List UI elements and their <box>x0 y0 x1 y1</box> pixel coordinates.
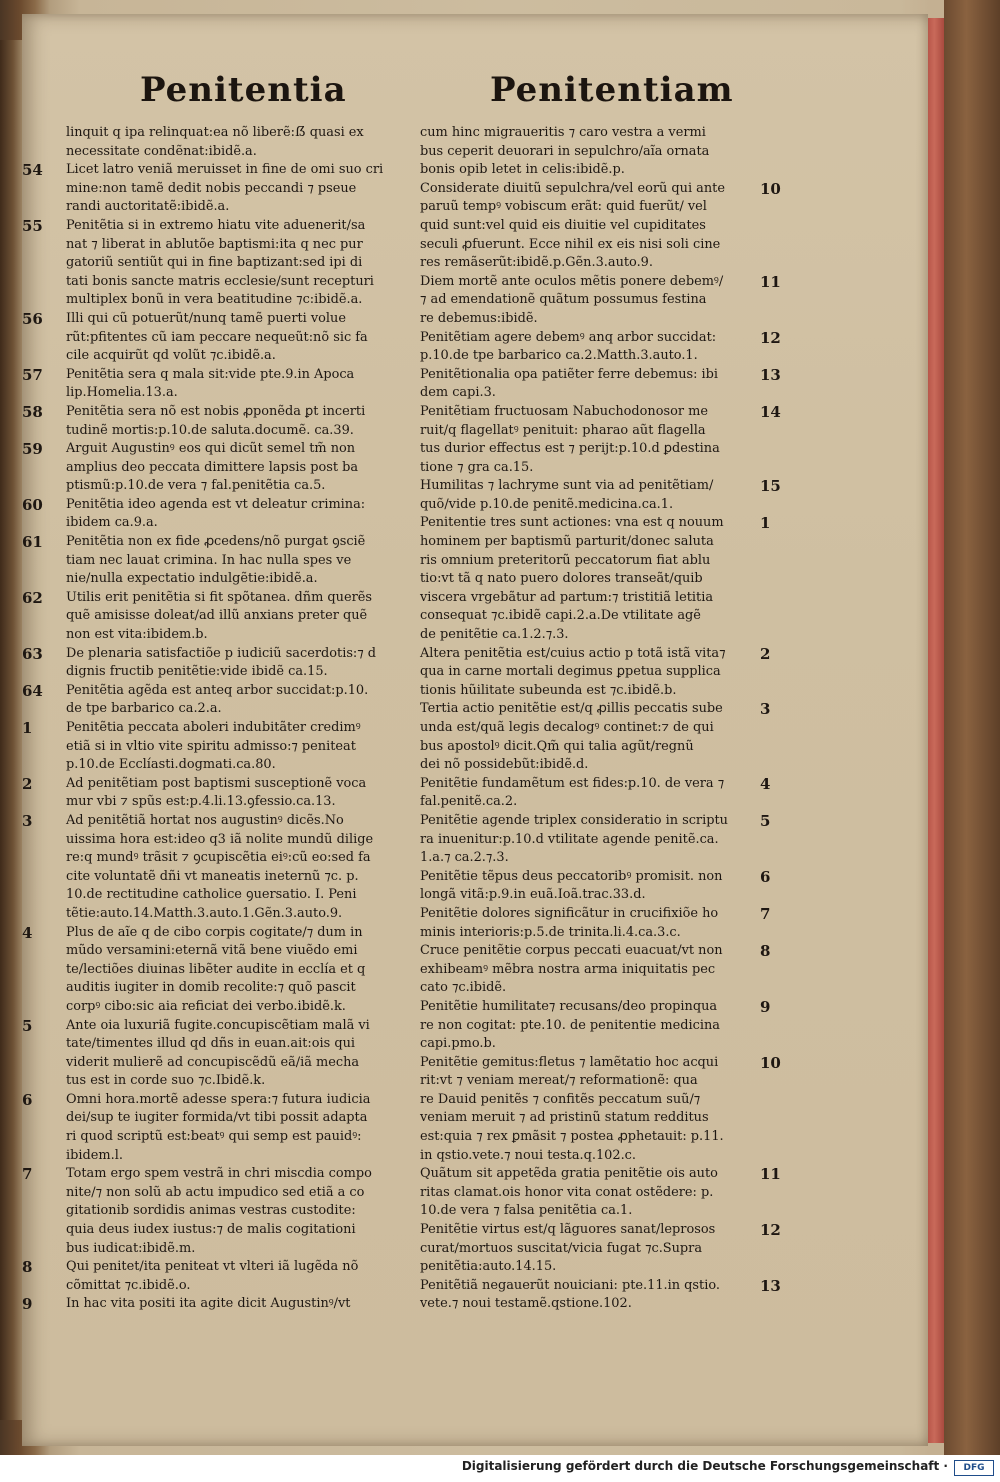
left-column-entry <box>22 1016 406 1091</box>
left-column-entry-text: Ad penitẽtiam post baptismi susceptionẽ voca mur vbi ⁊ spũs est:p.4.li.13.ꝯfessio.ca.13. <box>66 775 367 810</box>
right-column-entry-text: Cruce penitẽtie corpus peccati euacuat/vt non exhibeamꝰ mẽbra nostra arma iniquitatis pec cato ⁊c.ibidẽ. <box>420 943 723 996</box>
left-column-entry-number: 8 <box>22 1258 33 1277</box>
right-column-entry-number: 6 <box>760 867 771 886</box>
left-column-entry-number: 3 <box>22 811 33 830</box>
right-column-entry <box>420 811 771 868</box>
left-column-entry-number: 59 <box>22 440 43 459</box>
left-column-entry-number: 2 <box>22 774 33 793</box>
left-column-entry-text: Qui penitet/ita peniteat vt vlteri iã lugẽda nõ cõmittat ⁊c.ibidẽ.o. <box>66 1259 359 1293</box>
running-header-right: Penitentiam <box>490 70 734 110</box>
left-column-entry-number: 55 <box>22 216 43 235</box>
left-column-entry-number: 9 <box>22 1295 33 1314</box>
right-column-entry-text: Penitẽtie humilitate⁊ recusans/deo propinqua re non cogitat: pte.10. de penitentie medicina capi.pmo.b. <box>420 998 720 1052</box>
right-column-entry <box>420 402 781 477</box>
right-column-entry-number: 8 <box>760 942 771 961</box>
right-column-entry-text: Quãtum sit appetẽda gratia penitẽtie ois auto ritas clamat.ois honor vita conat ostẽdere: p. 10.de vera ⁊ falsa penitẽtia ca.1. <box>420 1166 718 1219</box>
right-column-entry-number: 3 <box>760 700 771 719</box>
left-column-entry <box>22 402 406 440</box>
left-column-entry-text: Totam ergo spem vestrã in chri miscdia compo nite/⁊ non solũ ab actu impudico sed etiã a co gitationib sordidis animas vestras custodite: quia deus iudex iustus:⁊ de malis cogitationi bus iudicat:ibidẽ.m. <box>66 1166 372 1256</box>
right-column-entry-number: 14 <box>760 402 781 421</box>
left-column-entry-number: 63 <box>22 644 43 663</box>
right-column-entry <box>420 1276 781 1314</box>
left-column-entry-text: Licet latro veniã meruisset in fine de omi suo cri mine:non tamẽ dedit nobis peccandi ⁊ pseue randi auctoritatẽ:ibidẽ.a. <box>66 162 384 215</box>
left-column-entry-number: 1 <box>22 719 33 737</box>
left-column-entry-text: Utilis erit penitẽtia si fit spõtanea. dñm querẽs quẽ amisisse doleat/ad illũ anxians preter quẽ non est vita:ibidem.b. <box>66 589 372 643</box>
left-column-entry <box>22 719 406 775</box>
right-column-entry <box>420 365 781 403</box>
left-column-entry <box>22 161 406 217</box>
right-column-entry <box>420 997 771 1054</box>
digitization-credit: Digitalisierung gefördert durch die Deutsche Forschungsgemeinschaft · <box>461 1459 948 1473</box>
left-column-entry-number: 64 <box>22 681 43 700</box>
left-column-entry-text: De plenaria satisfactiõe p iudiciũ sacerdotis:⁊ d dignis fructib penitẽtie:vide ibidẽ ca.15. <box>66 645 377 680</box>
left-column-entry-number: 61 <box>22 533 43 552</box>
previous-page-edge <box>0 40 22 1420</box>
right-column-entry-text: Penitẽtie tẽpus deus peccatoribꝰ promisit. non longã vitã:p.9.in euã.Ioã.trac.33.d. <box>420 868 723 903</box>
right-column-entry <box>420 700 771 774</box>
right-column-entry-text: Diem mortẽ ante oculos mẽtis ponere debemꝰ/ ⁊ ad emendationẽ quãtum possumus festina re debemus:ibidẽ. <box>420 273 724 326</box>
left-column-entry <box>22 774 406 812</box>
left-column-entry-text: Penitẽtia ideo agenda est vt deleatur crimina: ibidem ca.9.a. <box>66 496 366 531</box>
left-column-entry <box>22 1090 406 1165</box>
right-text-column <box>420 124 781 1314</box>
right-column-entry-text: Penitẽtie virtus est/q lãguores sanat/leprosos curat/mortuos suscitat/vicia fugat ⁊c.Supra penitẽtia:auto.14.15. <box>420 1222 716 1275</box>
right-column-entry <box>420 124 760 180</box>
right-column-entry-text: Penitẽtie agende triplex consideratio in scriptu ra inuenitur:p.10.d vtilitate agende penitẽ.ca. 1.a.⁊ ca.2.⁊.3. <box>420 812 728 866</box>
right-column-entry-number: 10 <box>760 179 781 198</box>
left-column-entry-number: 6 <box>22 1090 33 1109</box>
left-column-entry-text: Penitẽtia sera q mala sit:vide pte.9.in Apoca lip.Homelia.13.a. <box>66 366 355 401</box>
left-column-entry-number: 57 <box>22 365 43 384</box>
left-column-entry <box>22 1165 406 1258</box>
right-column-entry-number: 13 <box>760 1276 781 1295</box>
left-column-entry-text: Penitẽtia sera nõ est nobis ꝓponẽda ꝑt incerti tudinẽ mortis:p.10.de saluta.documẽ. ca.39. <box>66 403 366 438</box>
right-column-entry-number: 11 <box>760 272 781 291</box>
right-column-entry-text: cum hinc migraueritis ⁊ caro vestra a vermi bus ceperit deuorari in sepulchro/aĩa ornata bonis opib letet in celis:ibidẽ.p. <box>420 125 710 178</box>
left-column-entry-number: 54 <box>22 161 43 180</box>
right-column-entry-number: 12 <box>760 328 781 347</box>
right-column-entry <box>420 942 771 998</box>
left-column-entry-number: 56 <box>22 309 43 328</box>
left-column-entry <box>22 365 406 403</box>
right-column-entry <box>420 644 771 701</box>
right-column-entry <box>420 904 771 942</box>
left-column-entry <box>22 923 406 1017</box>
left-column-entry-text: Penitẽtia peccata aboleri indubitãter credimꝰ etiã si in vltio vite spiritu admisso:⁊ peniteat p.10.de Ecclíasti.dogmati.ca.80. <box>66 720 361 773</box>
left-column-entry-text: Plus de aĩe q de cibo corpis cogitate/⁊ dum in mũdo versamini:eternã vitã bene viuẽdo emi te/lectiões diuinas libẽter audite in ecclía et q auditis iugiter in domib recolite:⁊ quõ pascit corpꝰ cibo:sic aia reficiat dei verbo.ibidẽ.k. <box>66 924 366 1014</box>
right-column-entry <box>420 477 781 514</box>
left-column-entry-number: 62 <box>22 588 43 607</box>
right-column-entry <box>420 272 781 329</box>
left-column-entry-text: linquit q ipa relinquat:ea nõ liberẽ:ẞ quasi ex necessitate condẽnat:ibidẽ.a. <box>66 125 364 159</box>
right-column-entry <box>420 1053 781 1166</box>
right-column-entry <box>420 1165 781 1221</box>
left-column-entry-text: Illi qui cũ potuerũt/nunq tamẽ puerti volue rũt:pfitentes cũ iam peccare nequeũt:nõ sic fa cile acquirũt qd volũt ⁊c.ibidẽ.a. <box>66 310 368 364</box>
right-column-entry <box>420 328 781 366</box>
left-column-entry-text: Penitẽtia agẽda est anteq arbor succidat:p.10. de tpe barbarico ca.2.a. <box>66 682 369 717</box>
right-column-entry-text: Penitẽtiã negauerũt nouiciani: pte.11.in qstio. vete.⁊ noui testamẽ.qstione.102. <box>420 1277 720 1312</box>
left-column-entry <box>22 495 406 533</box>
left-column-entry-text: Penitẽtia non ex fide ꝓcedens/nõ purgat ꝯsciẽ tiam nec lauat crimina. In hac nulla spes ve nie/nulla expectatio indulgẽtie:ibidẽ.a. <box>66 534 366 587</box>
right-column-entry-text: Tertia actio penitẽtie est/q ꝓillis peccatis sube unda est/quã legis decalogꝰ continet:⁊ de qui bus apostolꝰ dicit.Qm̃ qui talia agũt/regnũ dei nõ possidebũt:ibidẽ.d. <box>420 701 723 773</box>
right-column-entry-text: Humilitas ⁊ lachryme sunt via ad penitẽtiam/ quõ/vide p.10.de penitẽ.medicina.ca.1. <box>420 478 714 512</box>
left-column-entry <box>22 309 406 366</box>
right-column-entry-text: Penitẽtie dolores significãtur in crucifixiõe ho minis interioris:p.5.de trinita.li.4.ca.3.c. <box>420 905 719 940</box>
running-header-left: Penitentia <box>140 70 347 110</box>
right-column-entry <box>420 179 781 273</box>
left-column-entry <box>22 1258 406 1295</box>
book-cover-edge <box>944 0 1000 1455</box>
left-column-entry-number: 60 <box>22 495 43 514</box>
left-column-entry <box>22 811 406 924</box>
right-column-entry <box>420 867 771 905</box>
right-column-entry-number: 10 <box>760 1053 781 1072</box>
right-column-entry-number: 2 <box>760 644 771 663</box>
left-column-entry-text: Penitẽtia si in extremo hiatu vite aduenerit/sa nat ⁊ liberat in ablutõe baptismi:ita q nec pur gatoriũ sentiũt qui in fine baptizant:sed ipi di tati bonis sancte matris ecclesie/sunt recepturi multiplex bonũ in vera beatitudine ⁊c:ibidẽ.a. <box>66 217 374 308</box>
right-column-entry-number: 7 <box>760 904 771 923</box>
left-column-entry <box>22 533 406 589</box>
right-column-entry-number: 11 <box>760 1165 781 1184</box>
red-page-edges <box>928 18 944 1443</box>
left-column-entry-text: Ad penitẽtiã hortat nos augustinꝰ dicẽs.No uissima hora est:ideo q3 iã nolite mundũ dilige re:q mundꝰ trãsit ⁊ ꝯcupiscẽtia eiꝰ:cũ eo:sed fa cite voluntatẽ dñi vt maneatis ineternũ ⁊c. p. 10.de rectitudine catholice ꝯuersatio. I. Peni tẽtie:auto.14.Matth.3.auto.1.Gẽn.3.auto.9. <box>66 812 374 921</box>
right-column-entry-text: Penitẽtiam agere debemꝰ anq arbor succidat: p.10.de tpe barbarico ca.2.Matth.3.auto.1. <box>420 329 717 364</box>
right-column-entry-number: 15 <box>760 477 781 496</box>
right-column-entry-text: Penitẽtionalia opa patiẽter ferre debemus: ibi dem capi.3. <box>420 366 719 401</box>
left-column-entry <box>22 440 406 496</box>
right-column-entry <box>420 774 771 812</box>
left-column-entry-text: Arguit Augustinꝰ eos qui dicũt semel tm̃ non amplius deo peccata dimittere lapsis post ba ptismũ:p.10.de vera ⁊ fal.penitẽtia ca.5. <box>66 441 359 494</box>
left-column-entry-number: 7 <box>22 1165 33 1184</box>
left-column-entry <box>22 644 406 682</box>
left-column-entry <box>22 681 406 719</box>
left-column-entry-text: Omni hora.mortẽ adesse spera:⁊ futura iudicia dei/sup te iugiter formida/vt tibi possit adapta ri quod scriptũ est:beatꝰ qui semp est pauidꝰ: ibidem.l. <box>66 1091 371 1163</box>
left-column-entry-number: 4 <box>22 923 33 942</box>
right-column-entry-number: 9 <box>760 997 771 1016</box>
right-column-entry-number: 12 <box>760 1221 781 1240</box>
right-column-entry-number: 5 <box>760 811 771 830</box>
left-column-entry <box>22 588 406 645</box>
right-column-entry <box>420 1221 781 1277</box>
left-column-entry-number: 5 <box>22 1016 33 1035</box>
right-column-entry-text: Penitẽtie gemitus:fletus ⁊ lamẽtatio hoc acqui rit:vt ⁊ veniam mereat/⁊ reformationẽ: qua re Dauid penitẽs ⁊ confitẽs peccatum suũ/⁊ veniam meruit ⁊ ad pristinũ statum redditus est:quia ⁊ rex ꝑmãsit ⁊ postea ꝓphetauit: p.11. in qstio.vete.⁊ noui testa.q.102.c. <box>420 1054 724 1163</box>
right-column-entry-text: Altera penitẽtia est/cuius actio p totã istã vita⁊ qua in carne mortali degimus ꝑpetua supplica tionis hũilitate subeunda est ⁊c.ibidẽ.b. <box>420 645 726 698</box>
right-column-entry <box>420 514 771 644</box>
right-column-entry-text: Penitentie tres sunt actiones: vna est q nouum hominem per baptismũ parturit/donec saluta ris omnium preteritorũ peccatorum fiat ablu tio:vt tã q nato puero dolores transeãt/quib viscera vrgebãtur ad partum:⁊ tristitiã letitia consequat ⁊c.ibidẽ capi.2.a.De vtilitate agẽ de penitẽtie ca.1.2.⁊.3. <box>420 515 724 643</box>
left-text-column <box>22 124 406 1314</box>
right-column-entry-text: Penitẽtie fundamẽtum est fides:p.10. de vera ⁊ fal.penitẽ.ca.2. <box>420 775 725 810</box>
right-column-entry-number: 4 <box>760 774 771 793</box>
left-column-entry-number: 58 <box>22 402 43 421</box>
left-column-entry-text: Ante oia luxuriã fugite.concupiscẽtiam malã vi tate/timentes illud qd dñs in euan.ait:ois qui viderit mulierẽ ad concupiscẽdũ eã/iã mecha tus est in corde suo ⁊c.Ibidẽ.k. <box>66 1017 370 1089</box>
right-column-entry-text: Considerate diuitũ sepulchra/vel eorũ qui ante paruũ tempꝰ vobiscum erãt: quid fuerũt/ vel quid sunt:vel quid eis diuitie vel cupiditates seculi ꝓfuerunt. Ecce nihil ex eis nisi soli cine res remãserũt:ibidẽ.p.Gẽn.3.auto.9. <box>420 180 725 271</box>
dfg-logo-icon: DFG <box>954 1460 994 1476</box>
right-column-entry-number: 1 <box>760 514 771 533</box>
right-column-entry-text: Penitẽtiam fructuosam Nabuchodonosor me ruit/q flagellatꝰ penituit: pharao aũt flagella tus durior effectus est ⁊ perijt:p.10.d ꝑdestina tione ⁊ gra ca.15. <box>420 403 720 475</box>
left-column-entry <box>22 216 406 310</box>
left-column-entry-text: In hac vita positi ita agite dicit Augustinꝰ/vt <box>66 1296 351 1312</box>
right-column-entry-number: 13 <box>760 365 781 384</box>
left-column-entry <box>66 124 406 161</box>
left-column-entry <box>22 1295 406 1314</box>
